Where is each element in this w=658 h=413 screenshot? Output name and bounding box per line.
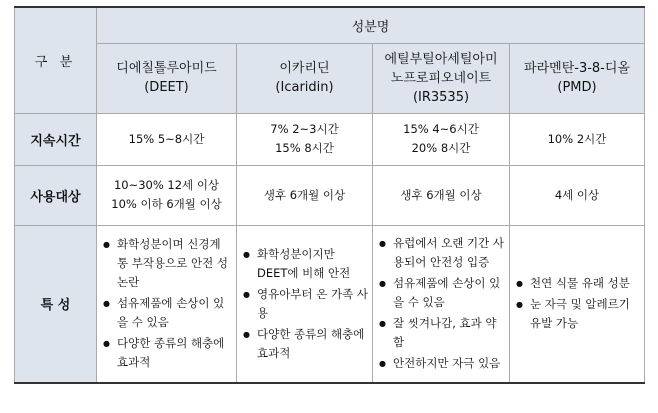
ingredient-header-ir3535 [373, 43, 510, 113]
features-label: 특 성 [15, 225, 97, 383]
ingredient-code: (DEET) [144, 80, 189, 95]
target-row [15, 165, 645, 225]
ingredient-header-icaridin [237, 43, 373, 113]
features-cell-deet [97, 225, 237, 383]
ingredient-code: (IR3535) [412, 89, 470, 105]
cell-line: 10% 이하 6개월 이상 [111, 197, 222, 211]
list-item: ● 잘 씻겨나감, 효과 약함 [379, 314, 505, 352]
feature-list [373, 234, 509, 373]
list-item: ● 섬유제품에 손상이 있을 수 있음 [379, 274, 505, 312]
feature-list [97, 235, 236, 372]
feature-list [510, 274, 644, 333]
duration-cell-deet [97, 113, 237, 165]
target-cell-pmd [510, 165, 645, 225]
ingredient-header-deet [97, 43, 237, 113]
ingredient-code: (Icaridin) [275, 80, 334, 95]
list-item: ● 다양한 종류의 해충에 효과적 [103, 334, 232, 372]
cell-line: 생후 6개월 이상 [400, 187, 482, 202]
ingredient-group-header: 성분명 [97, 7, 645, 43]
list-item: ● 천연 식물 유래 성분 [516, 274, 640, 293]
ingredient-code: (PMD) [557, 80, 597, 95]
cell-line: 10% 2시간 [547, 131, 607, 146]
list-item: ● 화학성분이며 신경계 통 부작용으로 안전 성 논란 [103, 235, 232, 292]
repellent-comparison-table [14, 6, 645, 384]
list-item: ● 안전하지만 자극 있음 [379, 354, 505, 373]
cell-line: 7% 2~3시간 [270, 122, 339, 136]
ingredient-name-cont: 노프로피오네이트 [390, 70, 492, 86]
cell-line: 20% 8시간 [411, 141, 471, 155]
list-item: ● 섬유제품에 손상이 있을 수 있음 [103, 294, 232, 332]
cell-line: 15% 8시간 [275, 141, 334, 155]
target-label: 사용대상 [15, 165, 97, 225]
duration-cell-ir3535 [373, 113, 510, 165]
cell-line: 10~30% 12세 이상 [113, 178, 220, 192]
list-item: ● 화학성분이지만 DEET에 비해 안전 [243, 245, 368, 283]
list-item: ● 유럽에서 오랜 기간 사용되어 안전성 입증 [379, 234, 505, 272]
features-cell-icaridin [237, 225, 373, 383]
cell-line: 15% 5~8시간 [128, 131, 205, 146]
feature-list [237, 245, 372, 363]
header-row-ingredients [15, 43, 645, 113]
features-cell-pmd [510, 225, 645, 383]
comparison-table-wrapper [14, 6, 644, 384]
ingredient-name: 디에칠톨루아미드 [116, 61, 217, 76]
cell-line: 생후 6개월 이상 [263, 187, 346, 202]
ingredient-name: 에틸부틸아세틸아미 [384, 51, 498, 67]
ingredient-name: 이카리딘 [279, 61, 330, 76]
cell-line: 15% 4~6시간 [403, 122, 479, 136]
category-header: 구 분 [15, 7, 97, 113]
target-cell-icaridin [237, 165, 373, 225]
features-cell-ir3535 [373, 225, 510, 383]
header-row-group [15, 7, 645, 43]
list-item: ● 다양한 종류의 해충에 효과적 [243, 325, 368, 363]
list-item: ● 영유아부터 온 가족 사용 [243, 285, 368, 323]
ingredient-header-pmd [510, 43, 645, 113]
features-row [15, 225, 645, 383]
duration-cell-pmd [510, 113, 645, 165]
target-cell-ir3535 [373, 165, 510, 225]
duration-cell-icaridin [237, 113, 373, 165]
cell-line: 4세 이상 [554, 187, 600, 202]
ingredient-name: 파라멘탄-3-8-디올 [524, 61, 630, 76]
list-item: ● 눈 자극 및 알레르기 유발 가능 [516, 295, 640, 333]
duration-row [15, 113, 645, 165]
duration-label: 지속시간 [15, 113, 97, 165]
target-cell-deet [97, 165, 237, 225]
